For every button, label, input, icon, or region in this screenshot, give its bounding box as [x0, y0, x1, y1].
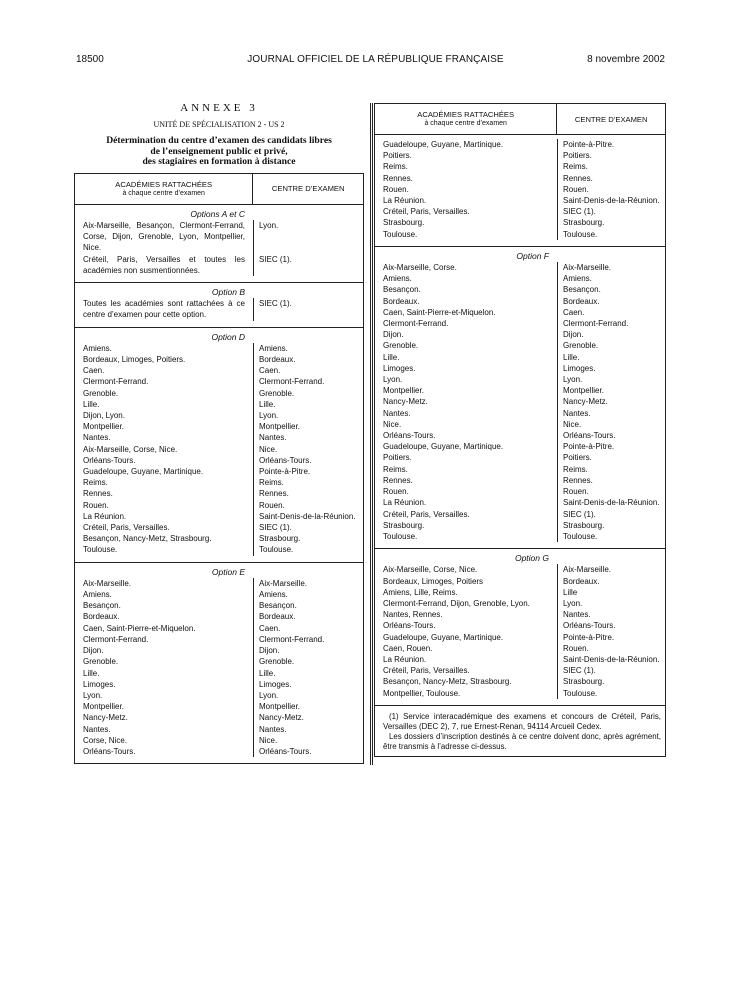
table-row	[375, 206, 665, 217]
right-table	[374, 103, 666, 757]
academies-cell: La Réunion.	[383, 498, 427, 508]
academies-cell: Nice.	[383, 419, 402, 429]
table-header	[375, 104, 665, 135]
table-row	[75, 298, 363, 320]
centre-cell: Rouen.	[253, 500, 363, 511]
academies-cell: Clermont-Ferrand.	[383, 319, 449, 329]
table-row	[375, 509, 665, 520]
centre-cell: Montpellier.	[253, 421, 363, 432]
centre-cell: Poitiers.	[557, 452, 665, 463]
centre-cell: Clermont-Ferrand.	[557, 318, 665, 329]
determination-heading	[74, 136, 364, 168]
table-row	[375, 385, 665, 396]
table-row	[75, 466, 363, 477]
centre-cell: Rennes.	[557, 475, 665, 486]
academies-cell: Grenoble.	[83, 388, 119, 398]
table-row	[75, 432, 363, 443]
footnote	[375, 705, 665, 756]
table-row	[375, 441, 665, 452]
academies-cell: Nantes.	[83, 433, 111, 443]
academies-cell: Guadeloupe, Guyane, Martinique.	[83, 467, 204, 477]
table-row	[375, 643, 665, 654]
centre-cell: Reims.	[253, 477, 363, 488]
option-section	[75, 205, 363, 276]
academies-cell: Bordeaux, Limoges, Poitiers.	[83, 355, 186, 365]
centre-cell: Amiens.	[253, 343, 363, 354]
footnote-line: Les dossiers d’inscription destinés à ce centre doivent donc, après agrément, être transmis à l’adresse ci-dessus.	[383, 731, 661, 751]
academies-cell: Lille.	[83, 668, 100, 678]
centre-cell: SIEC (1).	[253, 254, 363, 276]
centre-cell: Grenoble.	[253, 388, 363, 399]
academies-cell: Poitiers.	[383, 151, 412, 161]
centre-cell: Lille.	[253, 399, 363, 410]
centre-cell: Toulouse.	[557, 531, 665, 542]
academies-cell: Reims.	[383, 162, 408, 172]
academies-cell: Rennes.	[83, 489, 113, 499]
academies-cell: Toutes les académies sont rattachées à ce centre d’examen pour cette option.	[83, 299, 245, 320]
table-row	[375, 609, 665, 620]
academies-cell: Clermont-Ferrand.	[83, 634, 149, 644]
centre-cell: Orléans-Tours.	[557, 430, 665, 441]
academies-cell: Aix-Marseille, Corse.	[383, 263, 457, 273]
table-row	[375, 676, 665, 687]
academies-cell: Toulouse.	[83, 545, 118, 555]
centre-cell: Aix-Marseille.	[557, 564, 665, 575]
academies-cell: Nantes, Rennes.	[383, 610, 443, 620]
academies-cell: Clermont-Ferrand, Dijon, Grenoble, Lyon.	[383, 598, 530, 608]
centre-cell: Limoges.	[557, 363, 665, 374]
centre-cell: Saint-Denis-de-la-Réunion.	[557, 497, 665, 508]
table-row	[75, 656, 363, 667]
academies-cell: Rouen.	[383, 184, 409, 194]
table-row	[75, 376, 363, 387]
option-heading: Option D	[211, 331, 245, 342]
determination-line: Détermination du centre d’examen des candidats libres	[106, 135, 332, 146]
option-section	[75, 327, 363, 556]
footnote-line: (1) Service interacadémique des examens et concours de Créteil, Paris, Versailles (DEC 2), 7, rue Ernest-Renan, 94114 Arcueil Cedex.	[383, 711, 661, 731]
table-row	[375, 620, 665, 631]
academies-header	[375, 104, 556, 134]
table-row	[375, 273, 665, 284]
centre-cell: Strasbourg.	[253, 533, 363, 544]
journal-title: JOURNAL OFFICIEL DE LA RÉPUBLIQUE FRANÇAISE	[247, 54, 504, 65]
table-row	[75, 365, 363, 376]
centre-cell: Toulouse.	[557, 688, 665, 699]
centre-cell: Pointe-à-Pitre.	[557, 441, 665, 452]
academies-cell: Nancy-Metz.	[83, 713, 128, 723]
academies-cell: La Réunion.	[83, 511, 127, 521]
academies-cell: La Réunion.	[383, 196, 427, 206]
centre-cell: Pointe-à-Pitre.	[557, 632, 665, 643]
centre-cell: Nice.	[253, 444, 363, 455]
academies-header-label: ACADÉMIES RATTACHÉES	[115, 179, 213, 189]
centre-cell: Saint-Denis-de-la-Réunion.	[557, 654, 665, 665]
centre-cell: Saint-Denis-de-la-Réunion.	[253, 511, 363, 522]
academies-cell: Toulouse.	[383, 229, 418, 239]
left-table	[74, 173, 364, 764]
centre-cell: Lyon.	[253, 690, 363, 701]
option-section	[75, 282, 363, 321]
table-row	[375, 475, 665, 486]
centre-cell: Saint-Denis-de-la-Réunion.	[557, 195, 665, 206]
table-row	[375, 284, 665, 295]
table-row	[375, 262, 665, 273]
table-row	[375, 307, 665, 318]
table-row	[375, 318, 665, 329]
academies-cell: Rennes.	[383, 475, 413, 485]
centre-cell: Poitiers.	[557, 150, 665, 161]
table-row	[75, 410, 363, 421]
table-row	[75, 343, 363, 354]
academies-cell: Besançon, Nancy-Metz, Strasbourg.	[383, 677, 512, 687]
centre-cell: Toulouse.	[253, 544, 363, 555]
unite-title: UNITÉ DE SPÉCIALISATION 2 - US 2	[153, 120, 285, 129]
table-row	[75, 522, 363, 533]
centre-cell: Strasbourg.	[557, 217, 665, 228]
academies-cell: Nantes.	[83, 724, 111, 734]
academies-cell: Aix-Marseille.	[83, 578, 132, 588]
academies-cell: Bordeaux.	[83, 612, 120, 622]
centre-header: CENTRE D’EXAMEN	[556, 104, 665, 134]
table-row	[375, 531, 665, 542]
table-row	[375, 363, 665, 374]
academies-cell: Guadeloupe, Guyane, Martinique.	[383, 140, 504, 149]
centre-cell: Lyon.	[557, 598, 665, 609]
academies-cell: Lyon.	[83, 690, 103, 700]
table-row	[375, 576, 665, 587]
centre-cell: SIEC (1).	[557, 665, 665, 676]
academies-cell: Strasbourg.	[383, 218, 425, 228]
academies-cell: Créteil, Paris, Versailles.	[383, 666, 470, 676]
option-heading: Option G	[514, 553, 549, 564]
centre-cell: Rouen.	[557, 486, 665, 497]
option-heading: Option F	[516, 250, 549, 261]
table-row	[75, 455, 363, 466]
table-row	[375, 150, 665, 161]
centre-cell: Nancy-Metz.	[253, 712, 363, 723]
academies-cell: Lille.	[83, 399, 100, 409]
academies-cell: Limoges.	[383, 363, 416, 373]
academies-cell: Guadeloupe, Guyane, Martinique.	[383, 442, 504, 452]
centre-cell: Nice.	[253, 735, 363, 746]
academies-cell: Reims.	[383, 464, 408, 474]
academies-cell: Lille.	[383, 352, 400, 362]
centre-cell: Rouen.	[557, 184, 665, 195]
academies-header	[75, 174, 252, 204]
academies-cell: Caen.	[83, 366, 105, 376]
table-row	[375, 352, 665, 363]
table-row	[375, 520, 665, 531]
centre-cell: Lille.	[253, 668, 363, 679]
centre-cell: Dijon.	[253, 645, 363, 656]
table-row	[75, 645, 363, 656]
centre-cell: SIEC (1).	[557, 509, 665, 520]
table-row	[375, 430, 665, 441]
academies-cell: Créteil, Paris, Versailles.	[83, 523, 170, 533]
option-section	[375, 548, 665, 699]
table-row	[75, 746, 363, 757]
table-row	[375, 486, 665, 497]
academies-cell: Rouen.	[383, 487, 409, 497]
centre-cell: Aix-Marseille.	[557, 262, 665, 273]
academies-cell: Limoges.	[83, 679, 116, 689]
determination-line: des stagiaires en formation à distance	[142, 156, 296, 168]
determination-line: de l’enseignement public et privé,	[150, 145, 288, 157]
table-row	[75, 679, 363, 690]
centre-cell: Orléans-Tours.	[253, 455, 363, 466]
academies-cell: Clermont-Ferrand.	[83, 377, 149, 387]
table-row	[75, 701, 363, 712]
academies-cell: Orléans-Tours.	[83, 455, 136, 465]
centre-cell: Strasbourg.	[557, 676, 665, 687]
table-row	[75, 724, 363, 735]
table-row	[75, 399, 363, 410]
table-row	[75, 444, 363, 455]
centre-cell: Besançon.	[557, 284, 665, 295]
academies-cell: Montpellier, Toulouse.	[383, 688, 461, 698]
academies-cell: Grenoble.	[83, 657, 119, 667]
centre-cell: Clermont-Ferrand.	[253, 376, 363, 387]
academies-cell: Montpellier.	[383, 386, 424, 396]
table-row	[75, 388, 363, 399]
centre-cell: Bordeaux.	[253, 611, 363, 622]
table-row	[375, 632, 665, 643]
table-row	[375, 408, 665, 419]
table-row	[75, 533, 363, 544]
academies-cell: Montpellier.	[83, 702, 124, 712]
option-section	[375, 246, 665, 542]
centre-cell: Aix-Marseille.	[253, 578, 363, 589]
centre-cell: Nice.	[557, 419, 665, 430]
table-row	[75, 500, 363, 511]
table-row	[75, 600, 363, 611]
table-row	[375, 217, 665, 228]
centre-cell: Bordeaux.	[557, 296, 665, 307]
table-row	[375, 396, 665, 407]
centre-cell: Rennes.	[253, 488, 363, 499]
table-row	[75, 578, 363, 589]
academies-header-sub: à chaque centre d’examen	[424, 120, 507, 127]
centre-cell: Grenoble.	[557, 340, 665, 351]
table-row	[75, 421, 363, 432]
table-row	[375, 173, 665, 184]
centre-cell: Caen.	[253, 365, 363, 376]
centre-cell: Toulouse.	[557, 229, 665, 240]
centre-header: CENTRE D’EXAMEN	[252, 174, 363, 204]
centre-cell: Caen.	[557, 307, 665, 318]
centre-cell: Bordeaux.	[557, 576, 665, 587]
academies-header-label: ACADÉMIES RATTACHÉES	[417, 110, 515, 119]
centre-cell: Montpellier.	[557, 385, 665, 396]
centre-cell: Orléans-Tours.	[253, 746, 363, 757]
table-row	[375, 654, 665, 665]
option-heading: Options A et C	[190, 208, 245, 219]
table-row	[375, 296, 665, 307]
academies-cell: Orléans-Tours.	[383, 431, 436, 441]
column-rule	[372, 103, 373, 765]
academies-cell: Aix-Marseille, Corse, Nice.	[83, 444, 178, 454]
table-row	[75, 611, 363, 622]
academies-cell: Aix-Marseille, Besançon, Clermont-Ferrand, Corse, Dijon, Grenoble, Lyon, Montpellier, Nice.	[83, 220, 245, 253]
option-heading: Option E	[211, 566, 245, 577]
academies-cell: Poitiers.	[383, 453, 412, 463]
academies-cell: Amiens.	[83, 590, 112, 600]
centre-cell: Rouen.	[557, 643, 665, 654]
option-section	[375, 135, 665, 240]
academies-cell: Besançon.	[83, 601, 121, 611]
academies-cell: Aix-Marseille, Corse, Nice.	[383, 565, 478, 575]
academies-cell: Rennes.	[383, 173, 413, 183]
academies-cell: Toulouse.	[383, 531, 418, 541]
annexe-title: ANNEXE 3	[180, 102, 258, 114]
left-column	[74, 100, 364, 764]
academies-cell: Amiens, Lille, Reims.	[383, 587, 458, 597]
academies-header-sub: à chaque centre d’examen	[122, 189, 205, 197]
table-row	[75, 634, 363, 645]
publication-date: 8 novembre 2002	[587, 54, 665, 65]
academies-cell: Créteil, Paris, Versailles et toutes les académies non susmentionnées.	[83, 254, 245, 275]
option-heading: Option B	[211, 287, 245, 297]
table-row	[375, 139, 665, 150]
academies-cell: Grenoble.	[383, 341, 419, 351]
academies-cell: Nancy-Metz.	[383, 397, 428, 407]
academies-cell: Rouen.	[83, 500, 109, 510]
academies-cell: Créteil, Paris, Versailles.	[383, 207, 470, 217]
academies-cell: Dijon.	[83, 646, 104, 656]
academies-cell: Guadeloupe, Guyane, Martinique.	[383, 632, 504, 642]
academies-cell: Bordeaux.	[383, 296, 420, 306]
academies-cell: Besançon, Nancy-Metz, Strasbourg.	[83, 534, 212, 544]
centre-cell: Lyon.	[253, 220, 363, 254]
table-row	[375, 497, 665, 508]
table-row	[375, 195, 665, 206]
academies-cell: La Réunion.	[383, 654, 427, 664]
academies-cell: Orléans-Tours.	[383, 621, 436, 631]
table-row	[375, 452, 665, 463]
table-row	[75, 488, 363, 499]
academies-cell: Reims.	[83, 478, 108, 488]
centre-cell: Nantes.	[253, 432, 363, 443]
centre-cell: Montpellier.	[253, 701, 363, 712]
centre-cell: Reims.	[557, 161, 665, 172]
table-row	[375, 464, 665, 475]
table-row	[375, 688, 665, 699]
table-row	[375, 564, 665, 575]
column-rule	[370, 103, 371, 765]
centre-cell: Limoges.	[253, 679, 363, 690]
centre-cell: Bordeaux.	[253, 354, 363, 365]
table-row	[375, 229, 665, 240]
table-row	[75, 254, 363, 276]
centre-cell: Grenoble.	[253, 656, 363, 667]
centre-cell: SIEC (1).	[557, 206, 665, 217]
centre-cell: Lille	[557, 587, 665, 598]
centre-cell: Nancy-Metz.	[557, 396, 665, 407]
centre-cell: Lille.	[557, 352, 665, 363]
centre-cell: Pointe-à-Pitre.	[253, 466, 363, 477]
academies-cell: Lyon.	[383, 375, 403, 385]
centre-cell: Caen.	[253, 623, 363, 634]
academies-cell: Caen, Saint-Pierre-et-Miquelon.	[83, 623, 196, 633]
table-row	[75, 735, 363, 746]
table-row	[375, 161, 665, 172]
centre-cell: SIEC (1).	[253, 522, 363, 533]
academies-cell: Amiens.	[383, 274, 412, 284]
centre-cell: Clermont-Ferrand.	[253, 634, 363, 645]
centre-cell: Nantes.	[557, 408, 665, 419]
academies-cell: Bordeaux, Limoges, Poitiers	[383, 576, 484, 586]
table-row	[375, 184, 665, 195]
academies-cell: Montpellier.	[83, 422, 124, 432]
table-row	[375, 374, 665, 385]
centre-cell: Rennes.	[557, 173, 665, 184]
table-row	[75, 511, 363, 522]
centre-cell: Lyon.	[557, 374, 665, 385]
table-row	[75, 220, 363, 254]
academies-cell: Créteil, Paris, Versailles.	[383, 509, 470, 519]
table-row	[75, 623, 363, 634]
right-column	[374, 103, 666, 757]
centre-cell: Nantes.	[253, 724, 363, 735]
centre-cell: Lyon.	[253, 410, 363, 421]
table-row	[375, 329, 665, 340]
table-row	[75, 589, 363, 600]
academies-cell: Strasbourg.	[383, 520, 425, 530]
centre-cell: Amiens.	[557, 273, 665, 284]
academies-cell: Amiens.	[83, 343, 112, 353]
academies-cell: Nantes.	[383, 408, 411, 418]
academies-cell: Dijon.	[383, 330, 404, 340]
academies-cell: Corse, Nice.	[83, 735, 128, 745]
table-row	[375, 665, 665, 676]
table-row	[375, 419, 665, 430]
academies-cell: Caen, Rouen.	[383, 643, 433, 653]
academies-cell: Besançon.	[383, 285, 421, 295]
centre-cell: Besançon.	[253, 600, 363, 611]
page-number: 18500	[76, 54, 104, 65]
academies-cell: Orléans-Tours.	[83, 746, 136, 756]
centre-cell: Pointe-à-Pitre.	[557, 139, 665, 150]
centre-cell: Nantes.	[557, 609, 665, 620]
academies-cell: Dijon, Lyon.	[83, 411, 125, 421]
centre-cell: SIEC (1).	[253, 298, 363, 320]
table-row	[75, 544, 363, 555]
table-row	[75, 712, 363, 723]
table-header	[75, 174, 363, 205]
table-row	[75, 690, 363, 701]
table-row	[75, 354, 363, 365]
centre-cell: Dijon.	[557, 329, 665, 340]
table-row	[375, 587, 665, 598]
table-row	[375, 340, 665, 351]
table-row	[75, 668, 363, 679]
table-row	[375, 598, 665, 609]
centre-cell: Orléans-Tours.	[557, 620, 665, 631]
option-section	[75, 562, 363, 757]
academies-cell: Caen, Saint-Pierre-et-Miquelon.	[383, 307, 496, 317]
table-row	[75, 477, 363, 488]
centre-cell: Amiens.	[253, 589, 363, 600]
centre-cell: Strasbourg.	[557, 520, 665, 531]
centre-cell: Reims.	[557, 464, 665, 475]
